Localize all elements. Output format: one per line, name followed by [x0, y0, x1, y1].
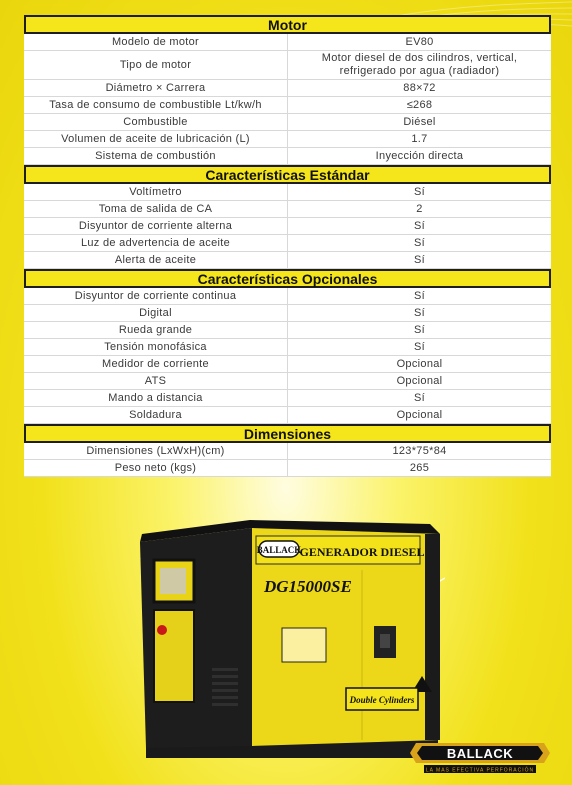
model-text: DG15000SE [264, 577, 352, 596]
logo-name-text: BALLACK [446, 746, 514, 761]
spec-row [24, 407, 551, 424]
spec-value: 265 [287, 460, 551, 476]
spec-value: Sí [287, 305, 551, 321]
spec-value: Opcional [287, 373, 551, 389]
spec-row [24, 390, 551, 407]
logo-tagline-text: LA MAS EFECTIVA PERFORACIÓN [425, 767, 535, 774]
section-header-optional: Características Opcionales [24, 269, 551, 288]
spec-label: Rueda grande [118, 323, 193, 336]
spec-row [24, 339, 551, 356]
plate-brand-text: BALLACK [256, 545, 302, 555]
spec-label: Tipo de motor [119, 58, 192, 71]
spec-row [24, 322, 551, 339]
spec-row [24, 148, 551, 165]
spec-label: Soldadura [129, 408, 182, 421]
spec-value: Inyección directa [287, 148, 551, 164]
spec-label: Peso neto (kgs) [114, 461, 197, 474]
generator-illustration [140, 518, 445, 768]
spec-label: Disyuntor de corriente continua [74, 289, 237, 302]
spec-row [24, 34, 551, 51]
section-header-motor: Motor [24, 15, 551, 34]
spec-row [24, 201, 551, 218]
spec-label: Diámetro × Carrera [105, 81, 206, 94]
spec-row [24, 235, 551, 252]
spec-label: Combustible [123, 115, 188, 128]
spec-value: EV80 [287, 34, 551, 50]
spec-label: Digital [139, 306, 172, 319]
spec-row [24, 184, 551, 201]
plate-title-text: GENERADOR DIESEL [299, 545, 425, 559]
spec-value: Sí [287, 252, 551, 268]
spec-label: Mando a distancia [108, 391, 203, 404]
spec-row [24, 97, 551, 114]
spec-value: Sí [287, 390, 551, 406]
spec-label: Tasa de consumo de combustible Lt/kw/h [49, 98, 262, 111]
spec-label: Volumen de aceite de lubricación (L) [61, 132, 250, 145]
section-header-dimensions: Dimensiones [24, 424, 551, 443]
spec-row [24, 252, 551, 269]
double-cylinders-badge: Double Cylinders [349, 695, 415, 705]
ballack-logo [410, 739, 550, 777]
spec-label: Toma de salida de CA [98, 202, 213, 215]
spec-value: 2 [287, 201, 551, 217]
spec-sheet [24, 15, 551, 477]
spec-row [24, 356, 551, 373]
spec-value: Opcional [287, 407, 551, 423]
spec-row [24, 114, 551, 131]
spec-value: Sí [287, 218, 551, 234]
spec-label: Disyuntor de corriente alterna [78, 219, 233, 232]
spec-label: Tensión monofásica [104, 340, 207, 353]
spec-row [24, 288, 551, 305]
spec-label: Luz de advertencia de aceite [80, 236, 231, 249]
spec-value: Motor diesel de dos cilindros, vertical, refrigerado por agua (radiador) [287, 51, 551, 79]
spec-row [24, 80, 551, 97]
spec-row [24, 51, 551, 80]
ballack-logo-mark [410, 739, 550, 777]
spec-row [24, 373, 551, 390]
spec-label: ATS [144, 374, 167, 387]
spec-value: Sí [287, 288, 551, 304]
spec-row [24, 305, 551, 322]
spec-value: Sí [287, 235, 551, 251]
spec-value: Sí [287, 184, 551, 200]
spec-row [24, 131, 551, 148]
spec-label: Voltímetro [129, 185, 182, 198]
spec-value: ≤268 [287, 97, 551, 113]
spec-value: 123*75*84 [287, 443, 551, 459]
spec-label: Alerta de aceite [114, 253, 197, 266]
spec-value: Sí [287, 322, 551, 338]
spec-row [24, 460, 551, 477]
spec-row [24, 443, 551, 460]
spec-value: 88×72 [287, 80, 551, 96]
spec-row [24, 218, 551, 235]
spec-label: Medidor de corriente [102, 357, 209, 370]
spec-label: Sistema de combustión [95, 149, 216, 162]
spec-label: Modelo de motor [111, 35, 200, 48]
spec-label: Dimensiones (LxWxH)(cm) [86, 444, 225, 457]
spec-value: Diésel [287, 114, 551, 130]
spec-value: 1.7 [287, 131, 551, 147]
spec-value: Opcional [287, 356, 551, 372]
spec-value: Sí [287, 339, 551, 355]
section-header-standard: Características Estándar [24, 165, 551, 184]
